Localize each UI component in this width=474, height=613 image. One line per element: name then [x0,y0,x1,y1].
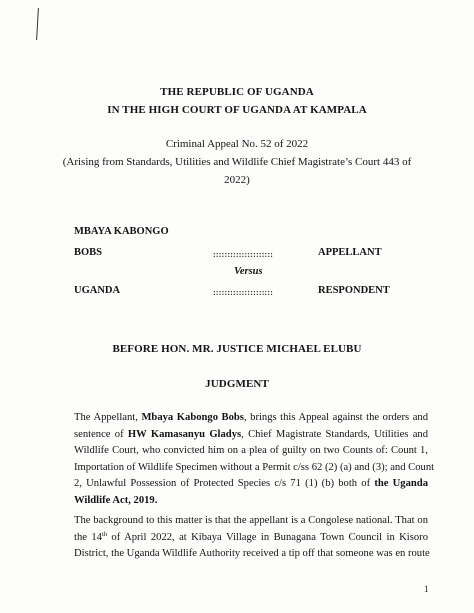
appellant-name-line2: BOBS [74,247,103,258]
para1-line3: Wildlife Court, who convicted him on a plea of guilty on two Counts of: Count 1, [74,445,428,456]
pen-mark [36,8,39,40]
respondent-name: UGANDA [74,285,121,296]
para2-line1: The background to this matter is that the appellant is a Congolese national. That on [74,515,428,526]
para1-line2: sentence of HW Kamasanyu Gladys, Chief Magistrate Standards, Utilities and [74,428,429,440]
appellant-separator: ::::::::::::::::::::: [213,250,274,259]
para2-line2: the 14th of April 2022, at Kibaya Village in Bunagana Town Council in Kisoro [74,530,428,543]
respondent-separator: ::::::::::::::::::::: [213,288,274,297]
para1-line6: Wildlife Act, 2019. [74,494,158,506]
appellant-name-line1: MBAYA KABONGO [74,226,169,237]
versus-label: Versus [234,266,263,277]
respondent-role: RESPONDENT [318,285,390,296]
republic-heading: THE REPUBLIC OF UGANDA [160,86,314,98]
para1-line4: Importation of Wildlife Specimen without a Permit c/ss 62 (2) (a) and (3); and Count [74,461,435,473]
judgment-heading: JUDGMENT [205,378,269,390]
court-heading: IN THE HIGH COURT OF UGANDA AT KAMPALA [107,104,367,116]
case-title: Criminal Appeal No. 52 of 2022 [165,138,309,150]
para1-line1: The Appellant, Mbaya Kabongo Bobs, brings this Appeal against the orders and [74,412,429,423]
appellant-role: APPELLANT [318,247,382,258]
page-number: 1 [424,584,429,594]
para1-line5: 2, Unlawful Possession of Protected Species c/s 71 (1) (b) both of the Uganda [74,478,428,489]
arising-from-line1: (Arising from Standards, Utilities and Wildlife Chief Magistrate’s Court 443 of [62,156,412,168]
para2-line3: District, the Uganda Wildlife Authority received a tip off that someone was en route [74,548,430,559]
paragraph-2 [74,513,428,563]
paragraph-1 [74,410,435,509]
arising-from-line2: 2022) [224,174,250,186]
bench-heading: BEFORE HON. MR. JUSTICE MICHAEL ELUBU [112,343,362,355]
